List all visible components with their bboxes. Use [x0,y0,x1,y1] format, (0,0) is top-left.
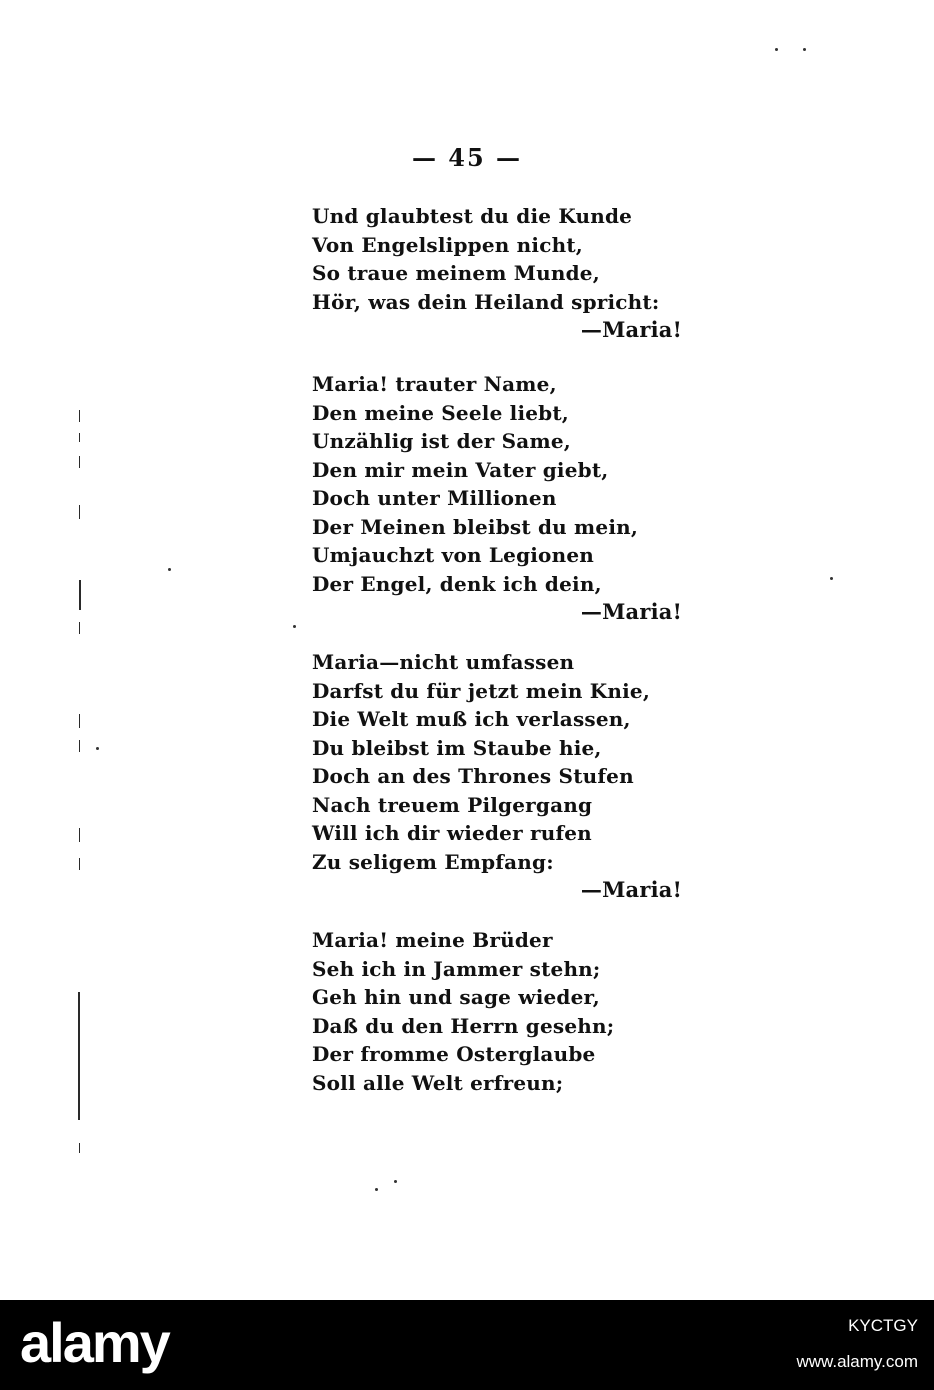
binding-mark [79,714,80,728]
verse-line: Den meine Seele liebt, [312,400,569,425]
binding-mark [78,992,80,1120]
verse-line: Maria! meine Brüder [312,928,553,952]
image-credit [796,1308,918,1380]
verse-line: Will ich dir wieder rufen [312,821,592,845]
stanza-1 [312,202,692,345]
verse-line: Und glaubtest du die Kunde [312,204,633,228]
verse-line: Der Engel, denk ich dein, [312,571,602,596]
refrain-line: —Maria! [580,317,682,342]
stanza-4 [312,926,692,1097]
verse-line: Darfst du für jetzt mein Knie, [312,678,650,703]
binding-mark [79,410,80,422]
binding-mark [79,828,80,842]
verse-line: Zu seligem Empfang: [312,849,554,874]
verse-line: Der Meinen bleibst du mein, [312,514,639,539]
verse-line: Unzählig ist der Same, [312,429,571,453]
scan-speck [803,48,806,51]
verse-line: Maria! trauter Name, [312,372,557,396]
scan-speck [293,625,296,628]
verse-line: Doch unter Millionen [312,486,557,510]
verse-line: Umjauchzt von Legionen [312,543,594,567]
page-number: — 45 — [411,143,523,172]
site-url: www.alamy.com [796,1352,918,1371]
scan-speck [830,577,833,580]
alamy-logo: alamy [20,1311,169,1374]
binding-mark [79,858,80,870]
binding-mark [79,505,80,519]
verse-line: Doch an des Thrones Stufen [312,764,634,788]
binding-mark [79,433,80,442]
scan-speck [775,48,778,51]
scan-speck [96,747,99,750]
binding-mark [79,622,80,634]
binding-mark [79,580,81,610]
refrain-line: —Maria! [580,599,682,624]
binding-mark [79,1143,80,1153]
stanza-2 [312,370,692,627]
verse-line: Daß du den Herrn gesehn; [312,1013,615,1038]
verse-line: Hör, was dein Heiland spricht: [312,289,660,314]
scan-speck [375,1188,378,1191]
verse-line: Der fromme Osterglaube [312,1042,596,1066]
verse-line: Nach treuem Pilgergang [312,792,593,817]
verse-line: Den mir mein Vater giebt, [312,457,609,482]
stanza-3 [312,648,692,905]
verse-line: Du bleibst im Staube hie, [312,735,602,760]
watermark-banner [0,1300,934,1390]
verse-line: Die Welt muß ich verlassen, [312,707,631,731]
verse-line: Von Engelslippen nicht, [312,232,583,257]
binding-mark [79,740,80,752]
image-id: KYCTGY [848,1316,918,1335]
scan-speck [394,1180,397,1183]
binding-mark [79,456,80,468]
verse-line: Soll alle Welt erfreun; [312,1070,564,1095]
verse-line: Seh ich in Jammer stehn; [312,956,601,981]
refrain-line: —Maria! [580,877,682,902]
verse-line: Maria—nicht umfassen [312,650,575,674]
verse-line: Geh hin und sage wieder, [312,985,600,1009]
scan-speck [168,568,171,571]
verse-line: So traue meinem Munde, [312,261,600,285]
